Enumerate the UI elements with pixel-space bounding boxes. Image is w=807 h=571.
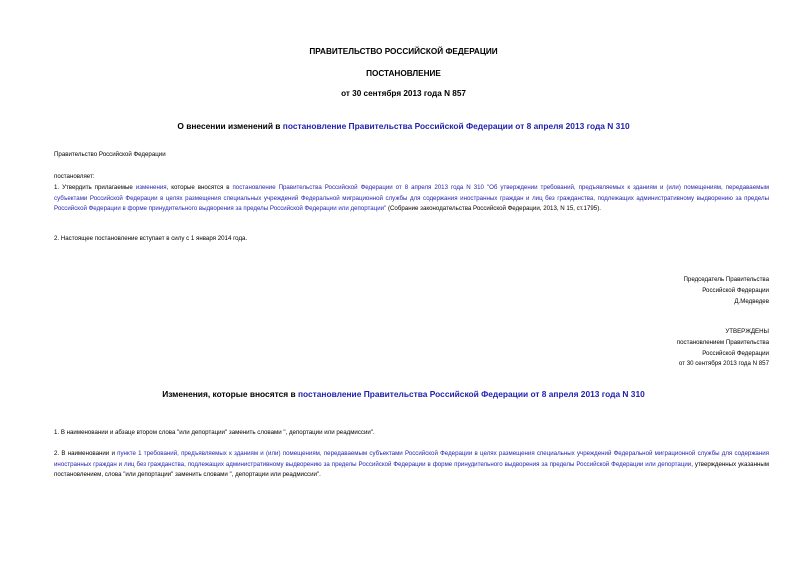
- signature-block: [560, 275, 769, 307]
- approved-line-2: постановлением Правительства: [676, 338, 769, 346]
- p1-text-b: , которые вносятся в: [166, 184, 233, 191]
- p1-link-decree[interactable]: постановление Правительства Российской Федерации от 8 апреля 2013 года N 310 "Об утверждении требований, предъявляемых к зданиям и (или) помещениям, передаваемым субъектами Российской Федерации в целях размещения специальных учреждений Федеральной миграционной службы для содержания иностранных граждан и лиц без гражданства, подлежащих административному выдворению за пределы Российской Федерации в форме принудительного выдворения за пределы Российской Федерации или депортации": [54, 184, 769, 213]
- p1-text-c: (Собрание законодательства Российской Федерации, 2013, N 15, ст.1795).: [386, 205, 601, 213]
- doc-type-heading: ПОСТАНОВЛЕНИЕ: [366, 69, 441, 78]
- decree-word: постановляет:: [54, 173, 95, 180]
- changes-title-prefix: Изменения, которые вносятся в: [162, 389, 298, 399]
- changes-title: [0, 389, 807, 399]
- signature-line-2: Российской Федерации: [702, 286, 769, 294]
- title-prefix: О внесении изменений в: [177, 121, 283, 131]
- title-link[interactable]: постановление Правительства Российской Федерации от 8 апреля 2013 года N 310: [282, 121, 630, 131]
- item2-link[interactable]: пункте 1 требований, предъявляемых к зданиям и (или) помещениям, передаваемым субъектами Российской Федерации в целях размещения специальных учреждений Федеральной миграционной службы для содержания иностранных граждан и лиц без гражданства, подлежащих административному выдворению за пределы Российской Федерации в форме принудительного выдворения за пределы Российской Федерации или депортации: [54, 450, 769, 468]
- signature-line-3: Д.Медведев: [734, 297, 769, 305]
- approved-block: [560, 327, 769, 370]
- org-heading: ПРАВИТЕЛЬСТВО РОССИЙСКОЙ ФЕДЕРАЦИИ: [309, 47, 498, 56]
- signature-line-1: Председатель Правительства: [683, 276, 769, 283]
- item2-text-b: , утвержденных указанным постановлением, слова "или депортации" заменить словами ", депортации или реадмиссии".: [54, 460, 769, 479]
- item2-text-a: 2. В наименовании и: [54, 450, 118, 457]
- document-title: [0, 121, 807, 131]
- approved-line-1: УТВЕРЖДЕНЫ: [725, 328, 769, 335]
- paragraph-1: [54, 183, 769, 215]
- p1-link-changes[interactable]: изменения: [135, 184, 167, 191]
- paragraph-2: 2. Настоящее постановление вступает в силу с 1 января 2014 года.: [54, 235, 248, 242]
- p1-text-a: 1. Утвердить прилагаемые: [54, 184, 136, 191]
- change-item-1: 1. В наименовании и абзаце втором слова "или депортации" заменить словами ", депортации или реадмиссии".: [54, 429, 375, 436]
- date-number-heading: от 30 сентября 2013 года N 857: [341, 89, 466, 98]
- changes-title-link[interactable]: постановление Правительства Российской Федерации от 8 апреля 2013 года N 310: [297, 389, 645, 399]
- intro-paragraph: Правительство Российской Федерации: [54, 151, 166, 158]
- change-item-2: [54, 449, 769, 481]
- approved-line-4: от 30 сентября 2013 года N 857: [678, 360, 769, 368]
- approved-line-3: Российской Федерации: [702, 349, 769, 357]
